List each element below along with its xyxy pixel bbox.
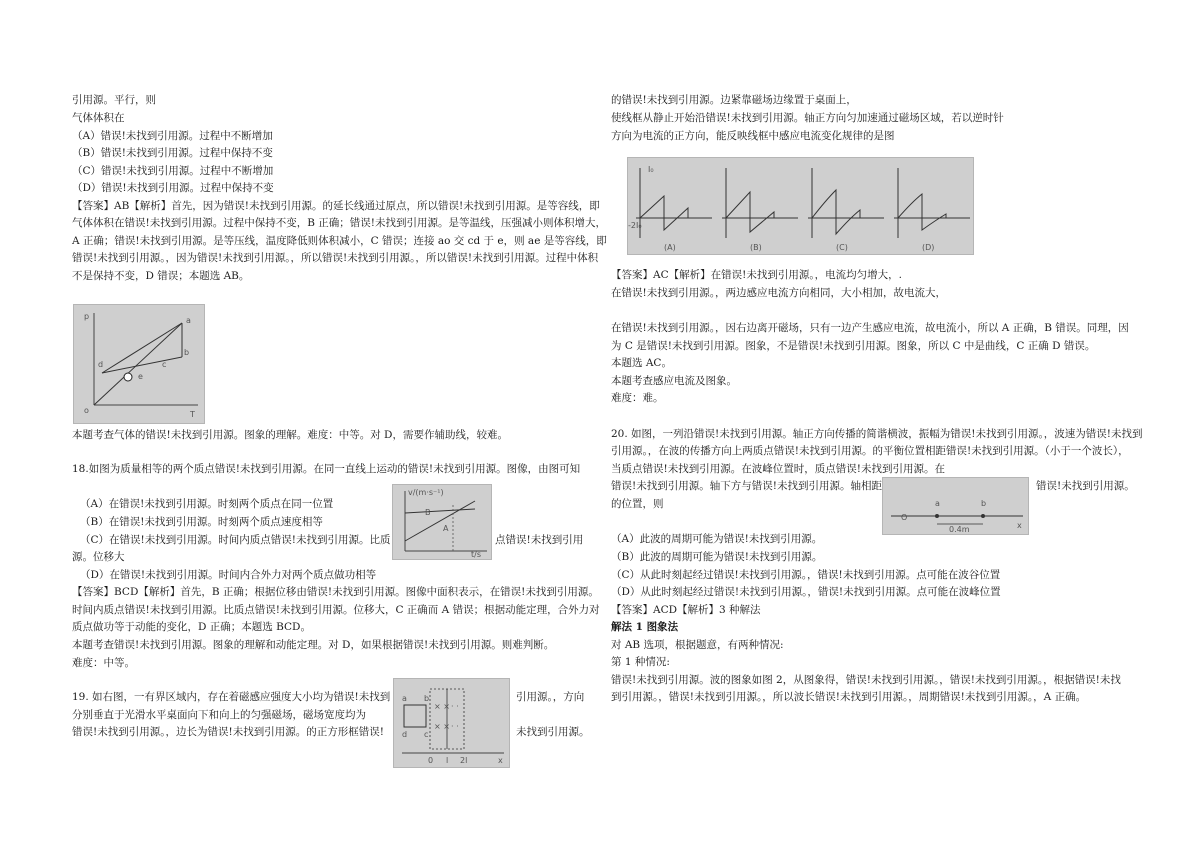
- option-b: （B）在错误!未找到引用源。时刻两个质点速度相等: [80, 516, 323, 528]
- option-d: （D）错误!未找到引用源。过程中保持不变: [72, 182, 274, 194]
- text-line: 当质点错误!未找到引用源。在波峰位置时，质点错误!未找到引用源。在: [611, 463, 945, 475]
- svg-text:d: d: [98, 360, 104, 369]
- svg-text:b: b: [424, 694, 430, 703]
- answer-line: 【答案】ACD【解析】3 种解法: [611, 604, 761, 616]
- text-line: 到引用源。，错误!未找到引用源。，所以波长错误!未找到引用源。，周期错误!未找到引用源。，A 正确。: [611, 691, 1087, 703]
- text-line: 引用源。，在波的传播方向上两质点错误!未找到引用源。的平衡位置相距错误!未找到引用源。（小于一个波长），: [611, 445, 1129, 457]
- svg-text:A: A: [443, 524, 449, 533]
- svg-text:l: l: [446, 756, 449, 765]
- text-line: 时间内质点错误!未找到引用源。比质点错误!未找到引用源。位移大，C 正确而 A 错误；根据动能定理，合外力对: [72, 604, 600, 616]
- text-line: 第 1 种情况:: [611, 656, 670, 668]
- svg-text:(A): (A): [664, 243, 676, 252]
- text-line: 错误!未找到引用源。轴下方与错误!未找到引用源。轴相距: [611, 480, 882, 492]
- svg-text:2l: 2l: [460, 756, 468, 765]
- svg-text:a: a: [186, 316, 191, 325]
- text-line: 错误!未找到引用源。: [1036, 480, 1135, 492]
- svg-text:· ·: · ·: [451, 722, 459, 731]
- question-18: 18.如图为质量相等的两个质点错误!未找到引用源。在同一直线上运动的错误!未找到引用源。图像，由图可知: [72, 463, 581, 475]
- text-line: 点错误!未找到引用: [495, 534, 584, 546]
- option-c: （C）在错误!未找到引用源。时间内质点错误!未找到引用源。比质: [80, 534, 391, 546]
- text-line: 本题考查错误!未找到引用源。图象的理解和动能定理。对 D，如果根据错误!未找到引用源。则难判断。: [72, 639, 555, 651]
- option-a: （A）在错误!未找到引用源。时刻两个质点在同一位置: [80, 498, 334, 510]
- method-heading: 解法 1 图象法: [611, 621, 679, 633]
- answer-line: 【答案】AB【解析】首先，因为错误!未找到引用源。的延长线通过原点，所以错误!未找到引用源。是等容线，即: [72, 200, 600, 212]
- text-line: 气体体积在: [72, 112, 125, 124]
- text-line: 使线框从静止开始沿错误!未找到引用源。轴正方向匀加速通过磁场区域，若以逆时针: [611, 112, 1004, 124]
- svg-text:e: e: [138, 372, 143, 381]
- svg-text:d: d: [402, 730, 408, 739]
- text-line: 引用源。平行，则: [72, 94, 156, 106]
- svg-text:t/s: t/s: [471, 550, 481, 559]
- text-line: 未找到引用源。: [516, 726, 590, 738]
- text-line: 错误!未找到引用源。，因为错误!未找到引用源。，所以错误!未找到引用源。，所以错误!未找到引用源。过程中体积: [72, 252, 599, 264]
- option-c: （C）错误!未找到引用源。过程中不断增加: [72, 165, 274, 177]
- svg-text:· ·: · ·: [451, 702, 459, 711]
- text-line: 方向为电流的正方向，能反映线框中感应电流变化规律的是图: [611, 130, 895, 142]
- option-a: （A）此波的周期可能为错误!未找到引用源。: [611, 533, 823, 545]
- answer-line: 【答案】AC【解析】在错误!未找到引用源。，电流均匀增大，.: [611, 269, 902, 281]
- answer-line: 【答案】BCD【解析】首先，B 正确；根据位移由错误!未找到引用源。图像中面积表示，在错误!未找到引用源。: [72, 586, 599, 598]
- text-line: 对 AB 选项，根据题意，有两种情况:: [611, 639, 784, 651]
- svg-text:v/(m·s⁻¹): v/(m·s⁻¹): [408, 488, 444, 497]
- svg-text:I₀: I₀: [648, 165, 654, 174]
- text-line: 气体体积在错误!未找到引用源。过程中保持不变，B 正确；错误!未找到引用源。是等温线，压强减小则体积增大，: [72, 217, 606, 229]
- text-line: 为 C 是错误!未找到引用源。图象，不是错误!未找到引用源。图象，所以 C 中是曲线，C 正确 D 错误。: [611, 340, 1096, 352]
- text-line: 源。位移大: [72, 551, 125, 563]
- svg-text:0: 0: [428, 756, 434, 765]
- text-line: A 正确；错误!未找到引用源。是等压线，温度降低则体积减小，C 错误；连接 ao 交 cd 于 e，则 ae 是等容线，即: [72, 235, 607, 247]
- svg-text:× ×: × ×: [434, 702, 450, 711]
- svg-text:b: b: [981, 499, 987, 508]
- text-line: 本题考查感应电流及图象。: [611, 375, 737, 387]
- magnetic-field-figure: [393, 678, 510, 768]
- svg-text:(C): (C): [836, 243, 848, 252]
- svg-text:-2I₀: -2I₀: [628, 221, 642, 230]
- svg-text:(B): (B): [750, 243, 762, 252]
- text-line: 本题考查气体的错误!未找到引用源。图象的理解。难度：中等。对 D，需要作辅助线，较难。: [72, 429, 508, 441]
- current-graphs-figure: [627, 157, 974, 255]
- text-line: 在错误!未找到引用源。，两边感应电流方向相同，大小相加，故电流大，: [611, 287, 946, 299]
- text-line: 的位置，则: [611, 498, 664, 510]
- vt-graph-figure: [392, 484, 492, 560]
- text-line: 难度：中等。: [72, 657, 135, 669]
- text-line: 难度：难。: [611, 392, 664, 404]
- pt-graph-figure: [73, 304, 205, 424]
- svg-text:(D): (D): [922, 243, 935, 252]
- text-line: 不是保持不变，D 错误；本题选 AB。: [72, 270, 250, 282]
- svg-text:x: x: [498, 756, 503, 765]
- wave-axis-figure: [882, 477, 1029, 535]
- option-b: （B）错误!未找到引用源。过程中保持不变: [72, 147, 273, 159]
- option-d: （D）从此时刻起经过错误!未找到引用源。，错误!未找到引用源。点可能在波峰位置: [611, 586, 1001, 598]
- text-line: 本题选 AC。: [611, 357, 672, 369]
- axis-label-p: p: [84, 312, 90, 321]
- svg-text:B: B: [425, 508, 431, 517]
- question-20: 20. 如图，一列沿错误!未找到引用源。轴正方向传播的简谐横波，振幅为错误!未找到引用源。，波速为错误!未找到: [611, 428, 1143, 440]
- text-line: 分别垂直于光滑水平桌面向下和向上的匀强磁场，磁场宽度均为: [72, 709, 366, 721]
- text-line: 引用源。，方向: [516, 691, 585, 703]
- option-c: （C）从此时刻起经过错误!未找到引用源。，错误!未找到引用源。点可能在波谷位置: [611, 569, 1001, 581]
- svg-text:x: x: [1017, 521, 1022, 530]
- text-line: 质点做功等于动能的变化，D 正确；本题选 BCD。: [72, 621, 311, 633]
- question-19: 19. 如右图，一有界区域内，存在着磁感应强度大小均为错误!未找到: [72, 691, 391, 703]
- svg-text:× ×: × ×: [434, 722, 450, 731]
- svg-text:o: o: [84, 406, 89, 415]
- svg-text:a: a: [402, 694, 407, 703]
- option-a: （A）错误!未找到引用源。过程中不断增加: [72, 130, 273, 142]
- option-b: （B）此波的周期可能为错误!未找到引用源。: [611, 551, 823, 563]
- svg-text:c: c: [162, 360, 167, 369]
- text-line: 错误!未找到引用源。，边长为错误!未找到引用源。的正方形框错误!: [72, 726, 384, 738]
- svg-text:a: a: [935, 499, 940, 508]
- axis-label-t: T: [190, 410, 195, 419]
- svg-text:0.4m: 0.4m: [949, 525, 970, 534]
- option-d: （D）在错误!未找到引用源。时间内合外力对两个质点做功相等: [80, 569, 377, 581]
- text-line: 在错误!未找到引用源。，因右边离开磁场，只有一边产生感应电流，故电流小，所以 A 正确，B 错误。同理，因: [611, 322, 1129, 334]
- svg-text:c: c: [424, 730, 429, 739]
- text-line: 的错误!未找到引用源。边紧靠磁场边缘置于桌面上，: [611, 94, 857, 106]
- svg-text:O: O: [901, 513, 908, 522]
- svg-text:b: b: [184, 348, 190, 357]
- text-line: 错误!未找到引用源。波的图象如图 2，从图象得，错误!未找到引用源。，错误!未找到引用源。，根据错误!未找: [611, 674, 1121, 686]
